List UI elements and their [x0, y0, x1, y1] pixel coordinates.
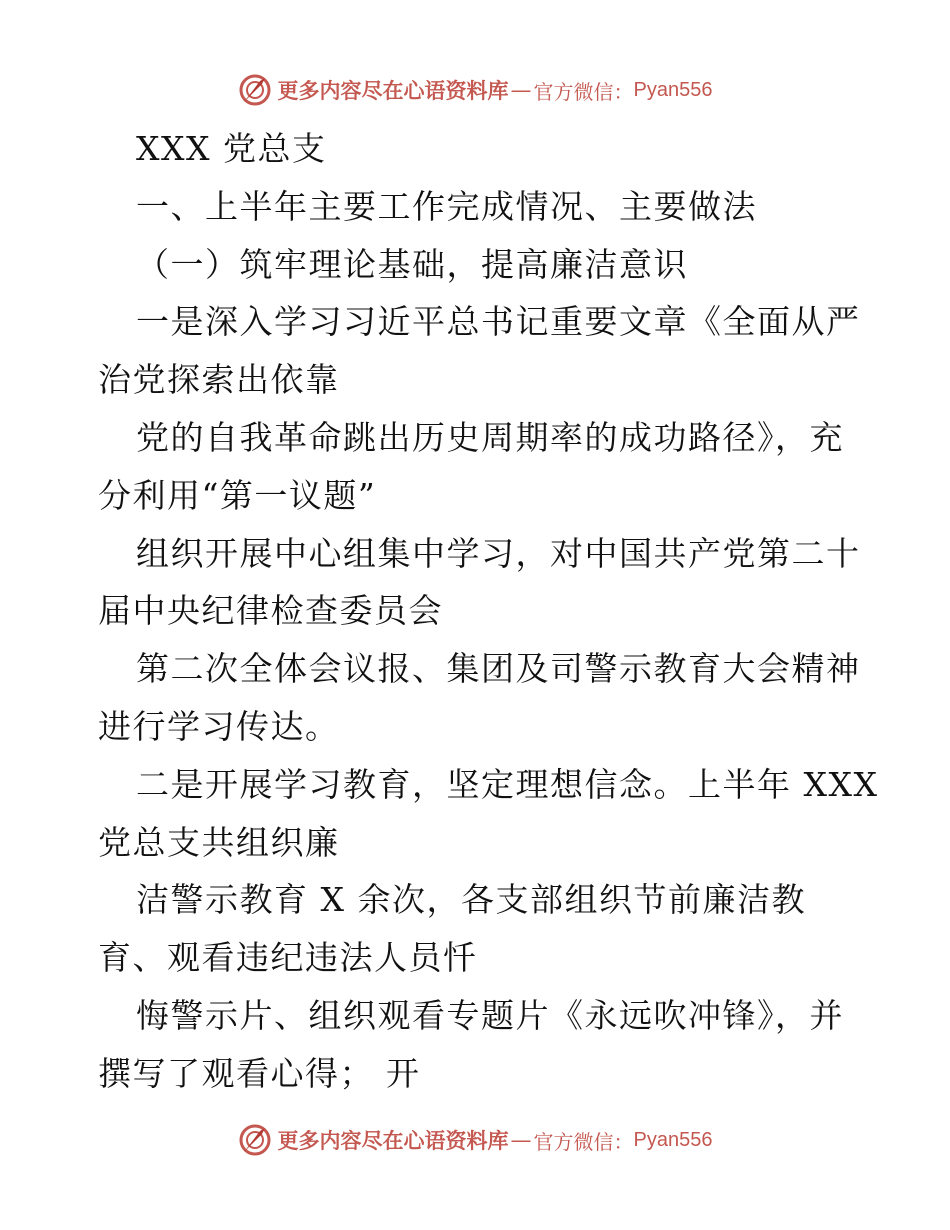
footer-official-label: 官方微信： — [533, 1129, 634, 1154]
doc-line: 悔警示片、组织观看专题片《永远吹冲锋》，并 — [136, 995, 844, 1035]
doc-line: 进行学习传达。 — [98, 706, 340, 746]
doc-line: 党总支共组织廉 — [98, 822, 340, 862]
doc-line-section-heading: 一、上半年主要工作完成情况、主要做法 — [136, 186, 757, 226]
header-banner — [0, 70, 950, 110]
doc-line: 届中央纪律检查委员会 — [98, 591, 443, 631]
footer-brand-text: 更多内容尽在心语资料库 — [277, 1128, 509, 1153]
header-wechat-handle: Pyan556 — [633, 78, 713, 101]
document-body — [98, 120, 879, 1103]
doc-line: 党的自我革命跳出历史周期率的成功路径》，充 — [136, 417, 844, 457]
red-quill-logo-icon — [238, 1123, 272, 1157]
footer-separator: — — [510, 1128, 532, 1152]
header-separator: — — [510, 78, 532, 102]
footer-wechat-handle: Pyan556 — [633, 1128, 713, 1151]
header-brand-text: 更多内容尽在心语资料库 — [277, 78, 509, 103]
doc-line: 二是开展学习教育，坚定理想信念。上半年 XXX — [136, 764, 879, 804]
doc-line: 育、观看违纪违法人员忏 — [98, 938, 478, 978]
header-official-label: 官方微信： — [533, 79, 634, 104]
doc-line: 一是深入学习习近平总书记重要文章《全面从严 — [136, 302, 861, 342]
doc-line-org-title: XXX 党总支 — [136, 129, 327, 168]
red-quill-logo-icon — [238, 73, 272, 107]
doc-line: 洁警示教育 X 余次，各支部组织节前廉洁教 — [136, 880, 806, 920]
doc-line: 第二次全体会议报、集团及司警示教育大会精神 — [136, 649, 861, 689]
doc-line: 撰写了观看心得； 开 — [98, 1053, 421, 1093]
doc-line: 分利用“第一议题” — [98, 475, 377, 515]
doc-line: 组织开展中心组集中学习，对中国共产党第二十 — [136, 533, 861, 573]
footer-banner — [0, 1120, 950, 1160]
doc-line-subsection-heading: （一）筑牢理论基础，提高廉洁意识 — [136, 244, 688, 284]
doc-line: 治党探索出依靠 — [98, 360, 340, 400]
